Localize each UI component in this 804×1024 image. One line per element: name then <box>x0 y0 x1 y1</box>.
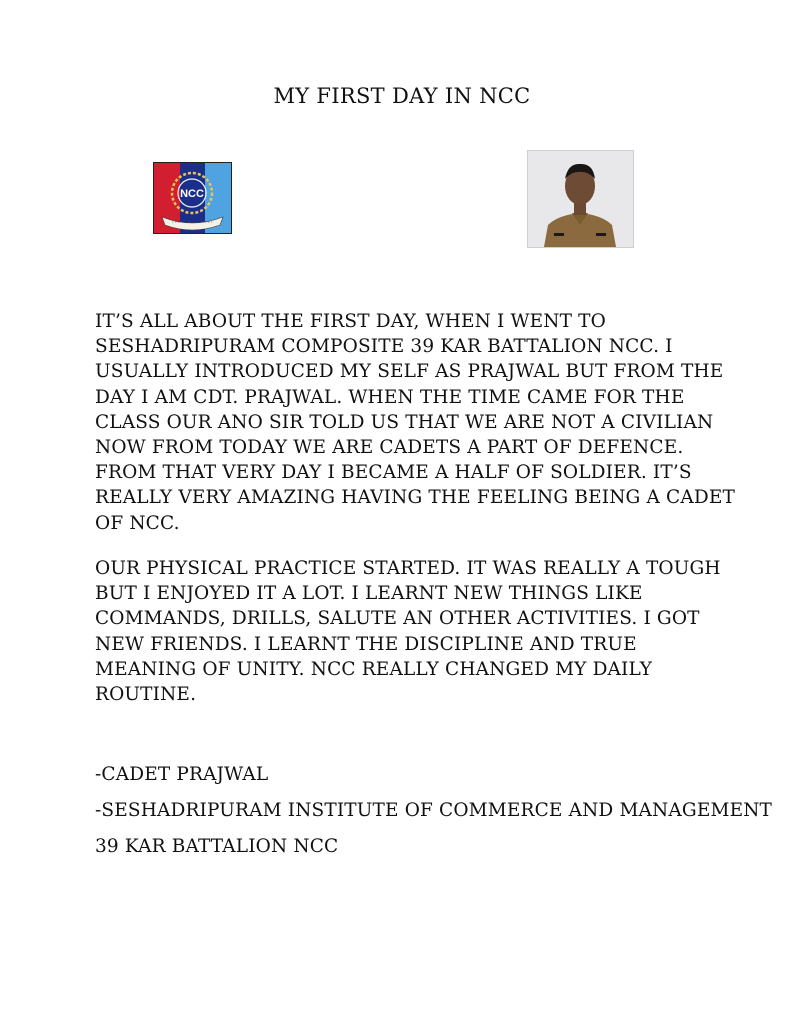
body-paragraph-2: OUR PHYSICAL PRACTICE STARTED. IT WAS REALLY A TOUGH BUT I ENJOYED IT A LOT. I LEARNT NEW THINGS LIKE COMMANDS, DRILLS, SALUTE AN OTHER ACTIVITIES. I GOT NEW FRIENDS. I LEARNT THE DISCIPLINE AND TRUE MEANING OF UNITY. NCC REALLY CHANGED MY DAILY ROUTINE. <box>95 558 721 706</box>
body-paragraph-1: IT’S ALL ABOUT THE FIRST DAY, WHEN I WENT TO SESHADRIPURAM COMPOSITE 39 KAR BATTALION NCC. I USUALLY INTRODUCED MY SELF AS PRAJWAL BUT FROM THE DAY I AM CDT. PRAJWAL. WHEN THE TIME CAME FOR THE CLASS OUR ANO SIR TOLD US THAT WE ARE NOT A CIVILIAN NOW FROM TODAY WE ARE CADETS A PART OF DEFENCE. FROM THAT VERY DAY I BECAME A HALF OF SOLDIER. IT’S REALLY VERY AMAZING HAVING THE FEELING BEING A CADET OF NCC. <box>95 311 735 534</box>
signature-battalion: 39 KAR BATTALION NCC <box>95 836 339 857</box>
ncc-emblem-icon <box>153 162 232 234</box>
signature-institute: -SESHADRIPURAM INSTITUTE OF COMMERCE AND MANAGEMENT <box>95 800 773 821</box>
signature-name: -CADET PRAJWAL <box>95 764 269 785</box>
logo-text: NCC <box>180 188 204 200</box>
page-title: MY FIRST DAY IN NCC <box>273 84 531 108</box>
cadet-portrait-icon <box>527 150 634 248</box>
